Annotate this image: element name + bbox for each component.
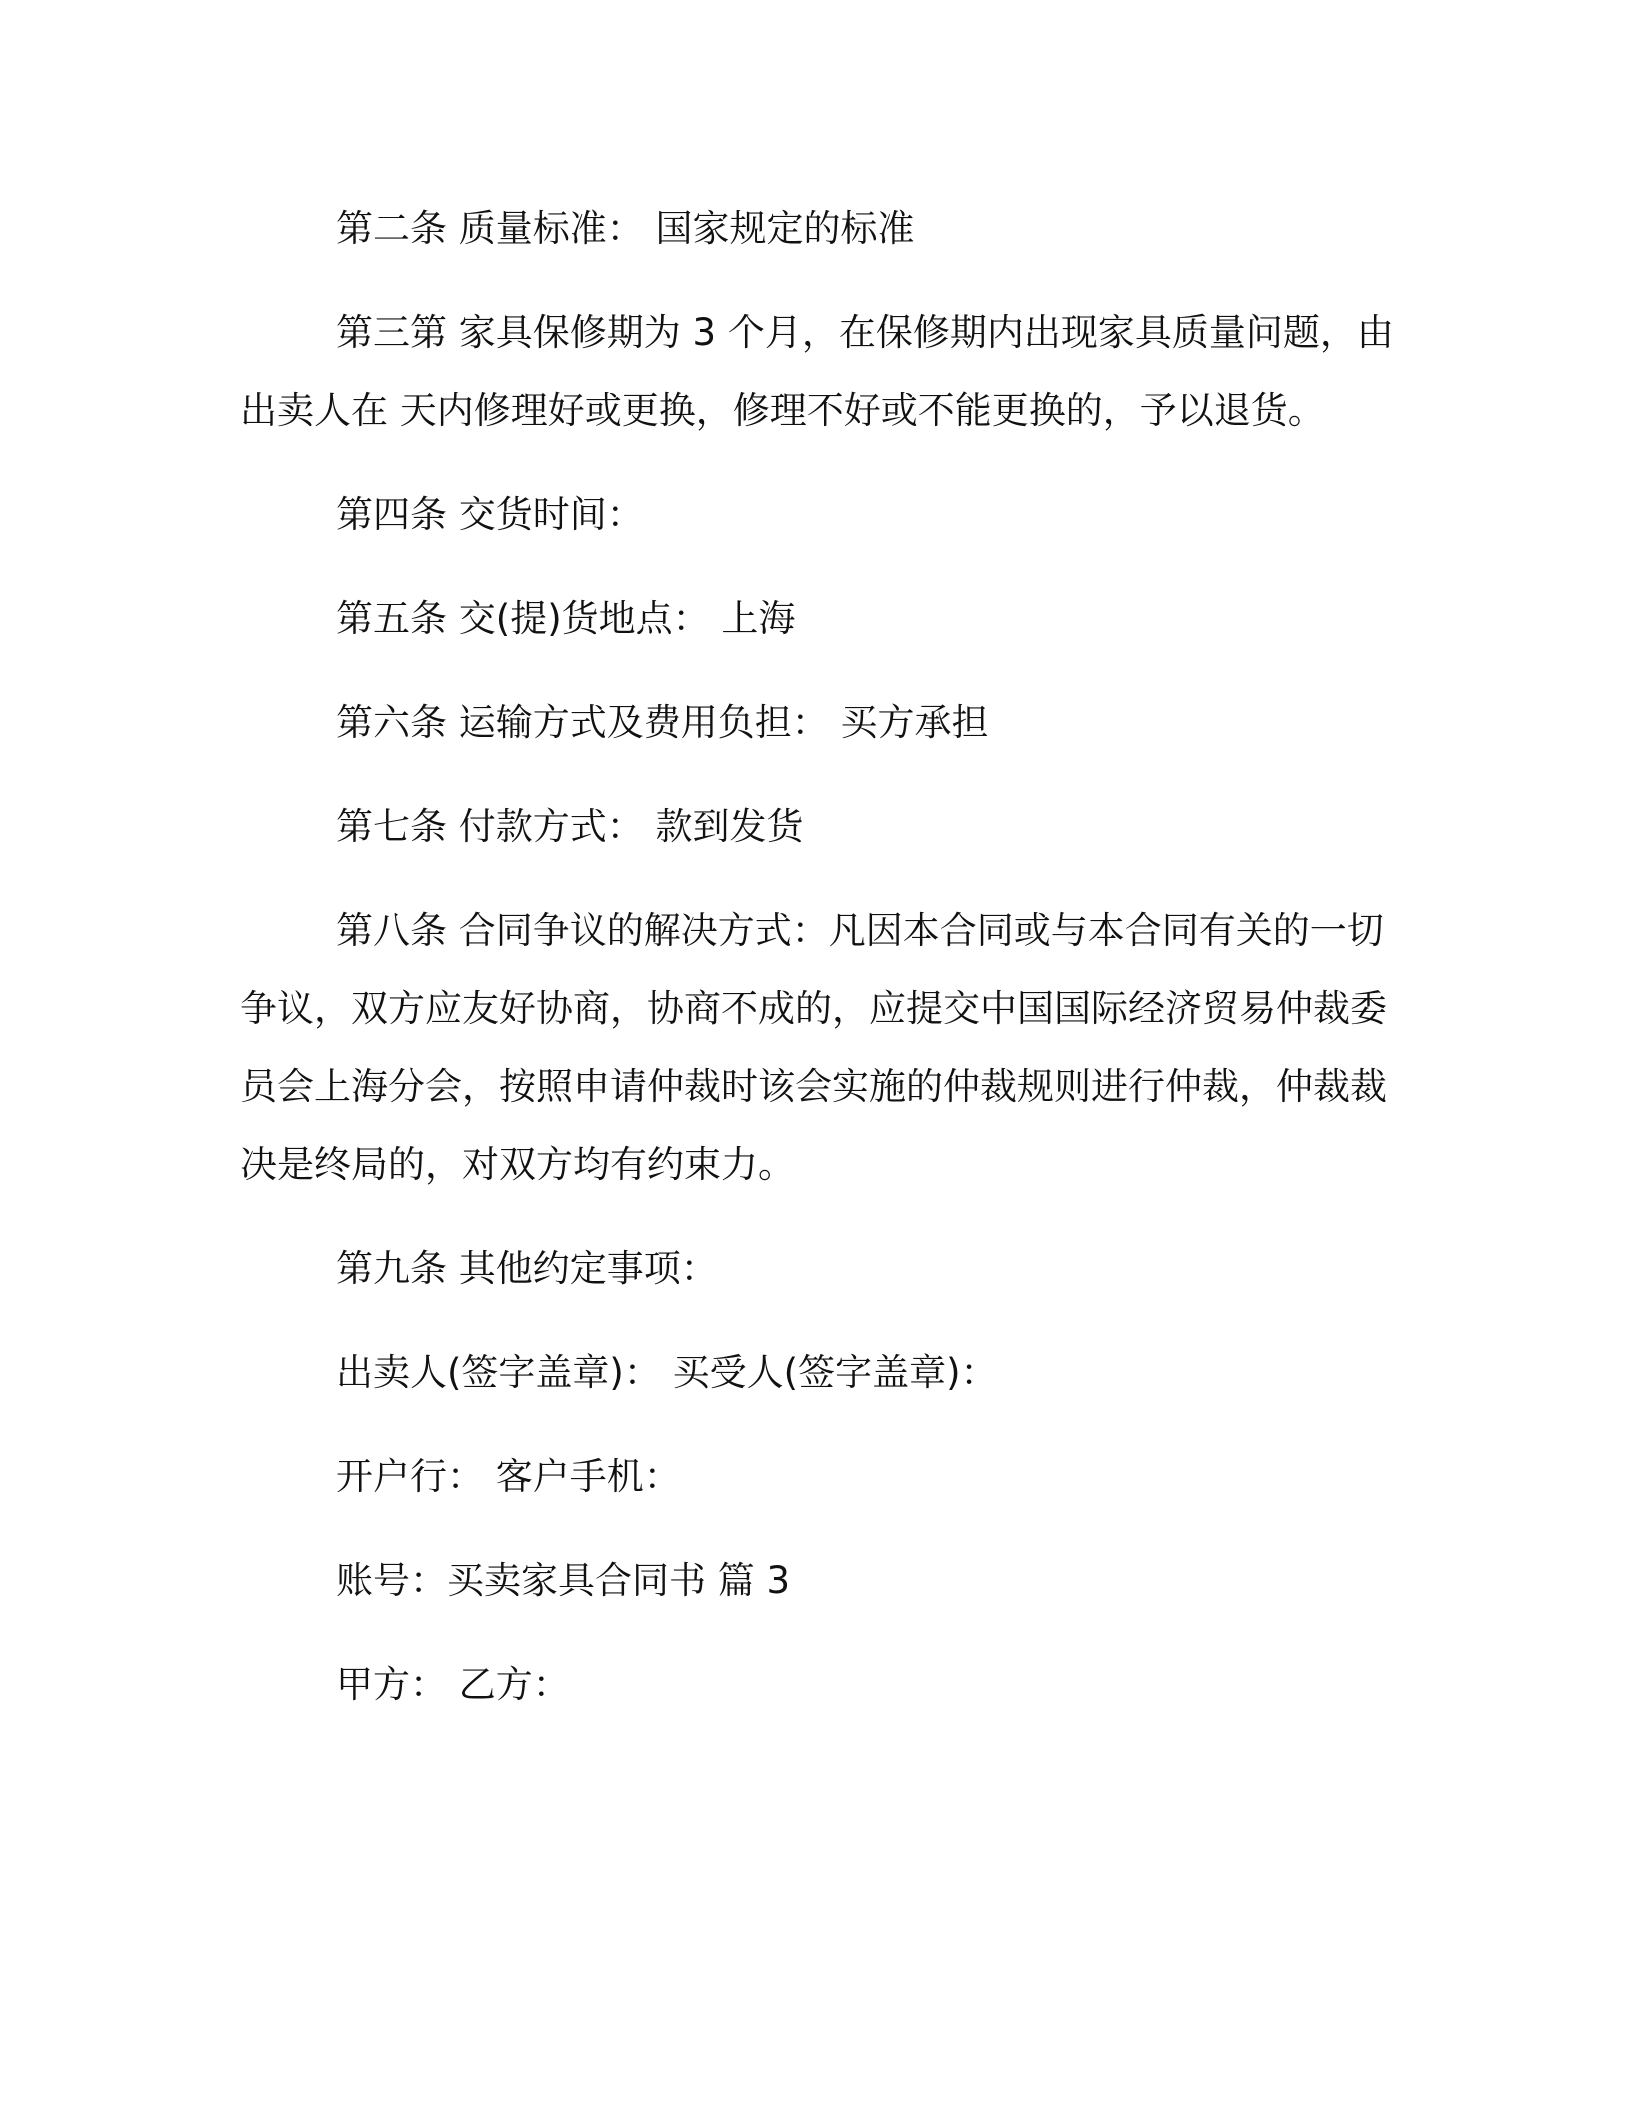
signature-line: 出卖人(签字盖章)： 买受人(签字盖章)：: [336, 1351, 998, 1394]
account-line: 账号：买卖家具合同书 篇 3: [336, 1559, 791, 1602]
bank-line: 开户行： 客户手机：: [336, 1455, 681, 1498]
clause-4-delivery-time: 第四条 交货时间：: [336, 493, 644, 536]
parties-line: 甲方： 乙方：: [336, 1663, 570, 1706]
clause-2-quality-standard: 第二条 质量标准： 国家规定的标准: [336, 207, 915, 250]
clause-8-dispute-resolution: 第八条 合同争议的解决方式：凡因本合同或与本合同有关的一切争议，双方应友好协商，协商不成的，应提交中国国际经济贸易仲裁委员会上海分会，按照申请仲裁时该会实施的仲裁规则进行仲裁，仲裁裁决是终局的，对双方均有约束力。: [240, 909, 1387, 1186]
clause-7-payment: 第七条 付款方式： 款到发货: [336, 805, 804, 848]
clause-9-other-matters: 第九条 其他约定事项：: [336, 1247, 718, 1290]
clause-3-warranty: 第三第 家具保修期为 3 个月，在保修期内出现家具质量问题，由出卖人在 天内修理好或更换，修理不好或不能更换的，予以退货。: [240, 311, 1394, 432]
clause-6-transport: 第六条 运输方式及费用负担： 买方承担: [336, 701, 989, 744]
clause-5-delivery-place: 第五条 交(提)货地点： 上海: [336, 597, 796, 640]
document-page: [240, 190, 1400, 1750]
